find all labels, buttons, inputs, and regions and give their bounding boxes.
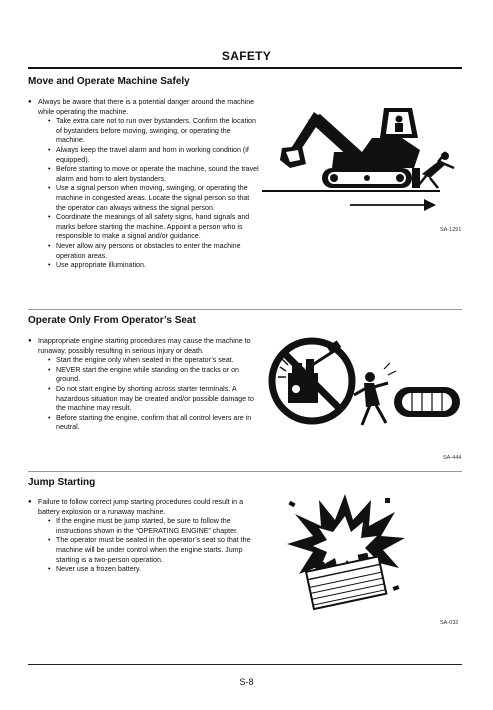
- battery-explosion-illustration: [285, 494, 405, 612]
- sub-item: • Before starting the engine, confirm that all control levers are in neutral.: [38, 414, 260, 433]
- section-title-operator-seat: Operate Only From Operator’s Seat: [28, 315, 196, 326]
- sub-item: • The operator must be seated in the operator’s seat so that the machine will be under control when the engine starts. Jump starting is a two-person operation.: [38, 536, 260, 565]
- sub-item: • Use a signal person when moving, swinging, or operating the machine in congested areas. Locate the signal person so that the operator can always witness the signal person.: [38, 184, 260, 213]
- figure-code: SA-032: [440, 620, 459, 626]
- no-shorting-starter-illustration: [262, 333, 462, 443]
- figure-code: SA-1291: [440, 227, 462, 233]
- section-divider: [28, 309, 462, 310]
- bullet-item: [28, 498, 260, 575]
- bullet-text: Always be aware that there is a potential danger around the machine while operating the machine.: [38, 98, 255, 116]
- figure-code: SA-444: [443, 455, 462, 461]
- bullet-text: Failure to follow correct jump starting procedures could result in a battery explosion or a runaway machine.: [38, 498, 244, 516]
- sub-item: • Do not start engine by shorting across starter terminals. A hazardous situation may be created and/or possible damage to the machine may result.: [38, 385, 260, 414]
- sub-item: • Never allow any persons or obstacles to enter the machine operation areas.: [38, 242, 260, 261]
- sub-item: • Coordinate the meanings of all safety signs, hand signals and marks before starting the machine. Appoint a person who is responsible to make a signal and/or guidance.: [38, 213, 260, 242]
- section-body-operator-seat: [28, 337, 260, 433]
- sub-item: • Never use a frozen battery.: [38, 565, 260, 575]
- sub-item: • NEVER start the engine while standing on the tracks or on ground.: [38, 366, 260, 385]
- sub-item: • Always keep the travel alarm and horn in working condition (if equipped).: [38, 146, 260, 165]
- section-title-jump-starting: Jump Starting: [28, 477, 96, 488]
- section-title-move-operate: Move and Operate Machine Safely: [28, 76, 190, 87]
- section-body-jump-starting: [28, 498, 260, 575]
- page-number: S-8: [239, 677, 254, 687]
- section-body-move-operate: [28, 98, 260, 271]
- bullet-text: Inappropriate engine starting procedures may cause the machine to runaway, possibly resulting in serious injury or death.: [38, 337, 251, 355]
- bullet-item: [28, 337, 260, 433]
- sub-item: • Start the engine only when seated in the operator’s seat.: [38, 356, 260, 366]
- excavator-bystander-illustration: [262, 98, 462, 216]
- sub-item: • Before starting to move or operate the machine, sound the travel alarm and horn to alert bystanders.: [38, 165, 260, 184]
- page-title: SAFETY: [221, 49, 272, 63]
- sub-item: • Use appropriate illumination.: [38, 261, 260, 271]
- section-divider: [28, 471, 462, 472]
- sub-item: • Take extra care not to run over bystanders. Confirm the location of bystanders before moving, swinging, or operating the machine.: [38, 117, 260, 146]
- sub-item: • If the engine must be jump started, be sure to follow the instructions shown in the “OPERATING ENGINE” chapter.: [38, 517, 260, 536]
- header-rule: [28, 67, 462, 69]
- bullet-item: [28, 98, 260, 271]
- footer-rule: [28, 664, 462, 665]
